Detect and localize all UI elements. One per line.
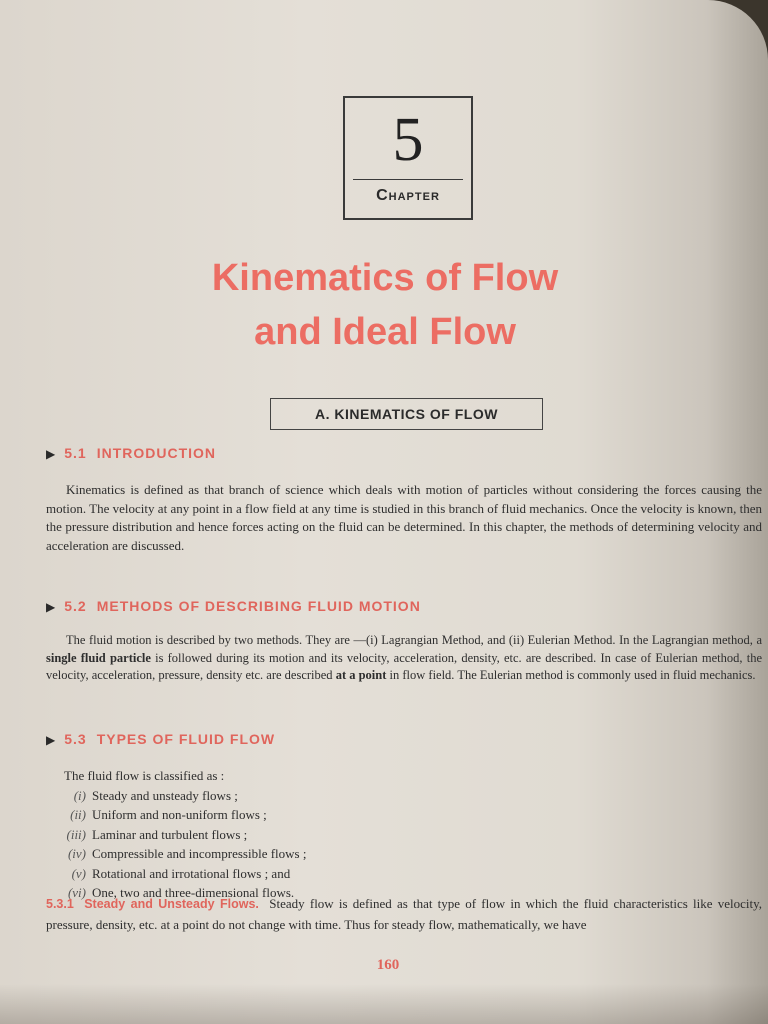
list-intro: The fluid flow is classified as : bbox=[64, 768, 225, 783]
section-heading-5-2: ▶ 5.2 METHODS OF DESCRIBING FLUID MOTION bbox=[46, 598, 421, 614]
list-item: (i) Steady and unsteady flows ; bbox=[73, 787, 238, 803]
list-item: (v) Rotational and irrotational flows ; and bbox=[71, 865, 291, 881]
introduction-paragraph: Kinematics is defined as that branch of science which deals with motion of particles without considering the forces causing the motion. The velocity at any point in a flow field at any time is studied in this branch of fluid mechanics. Once the velocity is known, then the pressure distribution and hence forces acting on the fluid can be determined. In this chapter, the methods of determining velocity and acceleration are discussed. bbox=[46, 482, 762, 553]
part-heading: A. KINEMATICS OF FLOW bbox=[270, 398, 543, 430]
chapter-title-line1: Kinematics of Flow bbox=[211, 257, 559, 299]
list-item: (iii) Laminar and turbulent flows ; bbox=[66, 826, 248, 842]
section-heading-5-1: ▶ 5.1 INTRODUCTION bbox=[46, 445, 217, 461]
triangle-bullet-icon: ▶ bbox=[46, 733, 57, 747]
section-heading-5-3: ▶ 5.3 TYPES OF FLUID FLOW bbox=[46, 731, 276, 747]
subsection-5-3-1 bbox=[46, 894, 762, 934]
subsection-number: 5.3.1 bbox=[46, 897, 74, 911]
chapter-label: Chapter bbox=[353, 179, 463, 212]
chapter-box bbox=[343, 96, 473, 220]
list-item: (iv) Compressible and incompressible flows ; bbox=[67, 846, 307, 861]
subsection-title: Steady and Unsteady Flows. bbox=[84, 897, 259, 911]
flow-types-list bbox=[50, 766, 750, 903]
methods-paragraph: The fluid motion is described by two methods. They are —(i) Lagrangian Method, and (ii) Eulerian Method. In the Lagrangian method, a single fluid particle is followed during its motion and its velocity, acceleration, density, etc. are described. In case of Eulerian method, the velocity, acceleration, pressure, density etc. are described at a point in flow field. The Eulerian method is commonly used in fluid mechanics. bbox=[46, 633, 762, 683]
chapter-number: 5 bbox=[392, 106, 424, 174]
triangle-bullet-icon: ▶ bbox=[46, 600, 57, 614]
list-item: (ii) Uniform and non-uniform flows ; bbox=[70, 807, 267, 822]
page-number: 160 bbox=[376, 957, 400, 973]
list-item: (vi) One, two and three-dimensional flows. bbox=[67, 885, 295, 900]
triangle-bullet-icon: ▶ bbox=[46, 447, 57, 461]
subsection-text: Steady flow is defined as that type of flow in which the fluid characteristics like velocity, pressure, density, etc. at a point do not change with time. Thus for steady flow, mathematically, we have bbox=[46, 896, 762, 932]
chapter-title-line2: and Ideal Flow bbox=[254, 311, 516, 353]
